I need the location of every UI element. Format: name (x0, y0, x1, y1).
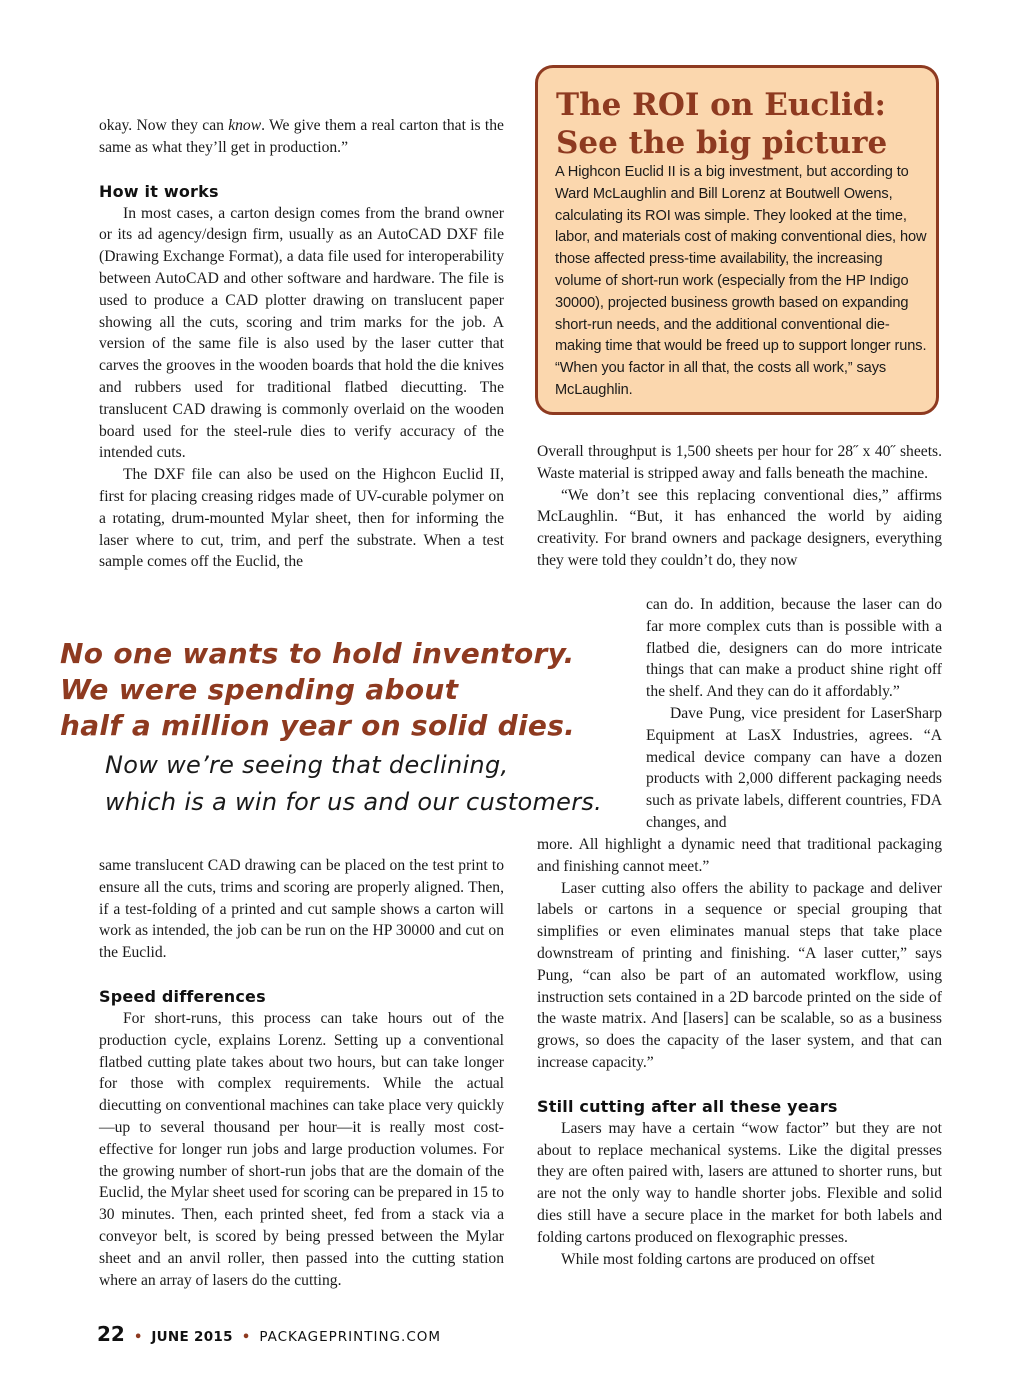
paragraph: Overall throughput is 1,500 sheets per hour for 28˝ x 40˝ sheets. Waste material is stripped away and falls beneath the machine. (537, 443, 942, 482)
issue-date: JUNE 2015 (151, 1329, 233, 1345)
pull-quote-sub-line: which is a win for us and our customers. (105, 788, 603, 816)
paragraph: can do. In addition, because the laser can do far more complex cuts than is possible with a flatbed die, designers can do more intricate things that can make a product shine right off the shelf. And they can do it affordably.” (646, 596, 942, 701)
heading-how-it-works: How it works (99, 181, 219, 201)
pull-quote (60, 636, 620, 744)
site-url: PACKAGEPRINTING.COM (259, 1329, 442, 1345)
heading-still-cutting: Still cutting after all these years (537, 1096, 838, 1116)
paragraph: Dave Pung, vice president for LaserSharp Equipment at LasX Industries, agrees. “A medical device company can have a dozen products with 2,000 different packaging needs such as private labels, different countries, FDA changes, and (646, 704, 942, 831)
paragraph: Laser cutting also offers the ability to package and deliver labels or cartons in a sequence or special grouping that simplifies or even eliminates manual steps that take place downstream of printing and finishing. “A laser cutter,” says Pung, “can also be part of an automated workflow, using instruction sets contained in a 2D barcode printed on the side of the waste matrix. And [lasers] can be scalable, so as a business grows, so does the capacity of the laser system, and that can increase capacity.” (537, 879, 942, 1071)
sidebar-body: A Highcon Euclid II is a big investment, but according to Ward McLaughlin and Bill Lorenz at Boutwell Owens, calculating its ROI was simple. They looked at the time, labor, and materials cost of making conventional dies, how those affected press-time availability, the increasing volume of short-run work (especially from the HP Indigo 30000), projected business growth based on expanding short-run needs, and the additional conventional die-making time that would be freed up to support longer runs. “When you factor in all that, the costs all work,” says McLaughlin. (555, 164, 927, 398)
paragraph: “We don’t see this replacing conventional dies,” affirms McLaughlin. “But, it has enhanced the world by aiding creativity. For brand owners and package designers, everything they were told they couldn’t do, they now (537, 486, 942, 569)
left-column-bottom (99, 855, 504, 1291)
left-column-top (99, 115, 504, 573)
paragraph: more. All highlight a dynamic need that traditional packaging and finishing cannot meet.” (537, 836, 942, 875)
separator-dot: • (241, 1330, 251, 1345)
page-footer (97, 1322, 441, 1348)
paragraph: The DXF file can also be used on the Highcon Euclid II, first for placing creasing ridges made of UV-curable polymer on a rotating, drum-mounted Mylar sheet, then for informing the laser where to cut, trim, and perf the substrate. When a test sample comes off the Euclid, the (99, 466, 504, 571)
text: . We give them a real carton that is the same as what they’ll get in production.” (99, 117, 504, 156)
sidebar-title (556, 86, 936, 162)
pull-quote-line: half a million year on solid dies. (60, 709, 576, 742)
right-column-bottom (537, 834, 942, 1270)
paragraph: Lasers may have a certain “wow factor” but they are not about to replace mechanical systems. Like the digital presses they are often paired with, lasers are attuned to shorter runs, but are not the only way to handle shorter jobs. Flexible and solid dies still have a secure place in the market for both labels and folding cartons produced on flexographic presses. (537, 1119, 942, 1246)
emphasis-text: know (228, 117, 262, 134)
sidebar-title-line: The ROI on Euclid: (556, 87, 886, 123)
paragraph: While most folding cartons are produced on offset (561, 1250, 875, 1268)
sidebar-title-line: See the big picture (556, 125, 888, 161)
paragraph-continued (99, 115, 504, 159)
heading-speed-differences: Speed differences (99, 986, 266, 1006)
separator-dot: • (133, 1330, 143, 1345)
right-column-wrapped (646, 594, 942, 834)
pull-quote-line: No one wants to hold inventory. (60, 637, 575, 670)
paragraph: same translucent CAD drawing can be placed on the test print to ensure all the cuts, trims and scoring are properly aligned. Then, if a test-folding of a printed and cut sample shows a carton will work as intended, the job can be run on the HP 30000 and cut on the Euclid. (99, 857, 504, 962)
pull-quote-line: We were spending about (60, 673, 459, 706)
pull-quote-sub-line: Now we’re seeing that declining, (105, 751, 509, 779)
right-column-top (537, 441, 942, 572)
text: okay. Now they can (99, 117, 229, 134)
pull-quote-subtext (105, 747, 635, 821)
paragraph: In most cases, a carton design comes from the brand owner or its ad agency/design firm, usually as an AutoCAD DXF file (Drawing Exchange Format), a data file used for interoperability between AutoCAD and other software and hardware. The file is used to produce a CAD plotter drawing on translucent paper showing all the cuts, scoring and trim marks for the job. A version of the same file is also used by the laser cutter that carves the grooves in the wooden boards that hold the die knives and rubbers used for traditional flatbed diecutting. The translucent CAD drawing is commonly overlaid on the wooden board used for the steel-rule dies to verify accuracy of the intended cuts. (99, 204, 504, 462)
roi-sidebar-box (535, 65, 939, 415)
paragraph: For short-runs, this process can take hours out of the production cycle, explains Lorenz. Setting up a conventional flatbed cutting plate takes about two hours, but can take longer for those with complex requirements. While the actual diecutting on conventional machines can take place very quickly—up to several thousand per hour—it is really most cost-effective for longer run jobs and large production volumes. For the growing number of short-run jobs that are the domain of the Euclid, the Mylar sheet used for scoring can be prepared in 15 to 30 minutes. Then, each printed sheet, fed from a stack via a conveyor belt, is scored by being pressed between the Mylar sheet and an anvil roller, then passed into the cutting station where an array of lasers do the cutting. (99, 1009, 504, 1289)
page-number: 22 (97, 1322, 125, 1346)
